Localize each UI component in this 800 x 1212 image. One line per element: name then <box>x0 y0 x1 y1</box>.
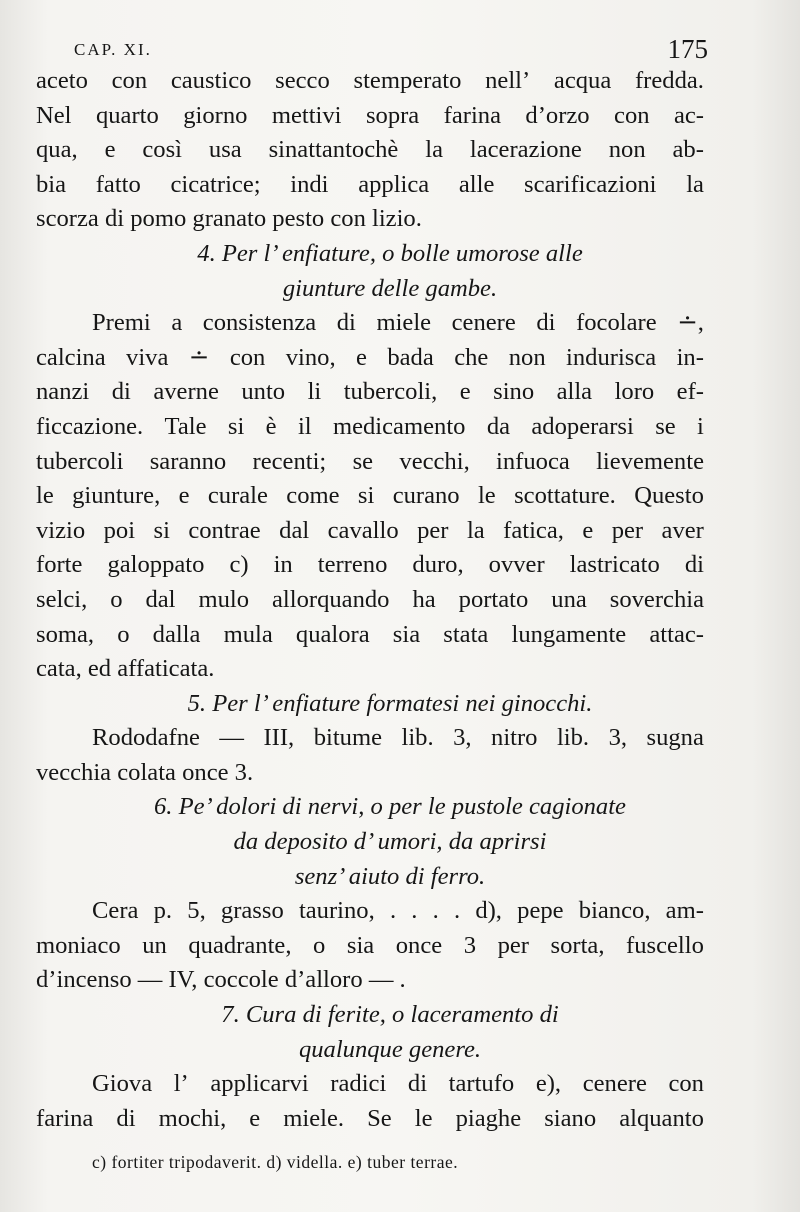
text-line: Cera p. 5, grasso taurino, . . . . d), pepe bianco, am- <box>92 897 704 925</box>
text-line: qua, e così usa sinattantochè la lacerazione non ab- <box>36 136 704 164</box>
text-line: ficcazione. Tale si è il medicamento da adoperarsi se i <box>36 412 704 440</box>
text-line: le giunture, e curale come si curano le scottature. Questo <box>36 482 704 510</box>
running-head <box>74 34 708 62</box>
section-heading-line: 5. Per l’ enfiature formatesi nei ginocchi. <box>187 689 593 717</box>
text-line: vecchia colata once 3. <box>36 758 254 786</box>
text-line: Nel quarto giorno mettivi sopra farina d’orzo con ac- <box>36 101 704 129</box>
section-heading-line: 7. Cura di ferite, o laceramento di <box>221 1001 559 1029</box>
text-line: selci, o dal mulo allorquando ha portato una soverchia <box>36 585 704 613</box>
text-line: vizio poi si contrae dal cavallo per la fatica, e per aver <box>36 516 704 544</box>
section-heading-line: 4. Per l’ enfiature, o bolle umorose alle <box>197 239 583 267</box>
page-number: 175 <box>667 34 708 64</box>
text-line: cata, ed affaticata. <box>36 655 215 683</box>
section-heading-line: giunture delle gambe. <box>282 274 498 302</box>
text-line: Giova l’ applicarvi radici di tartufo e), cenere con <box>92 1070 704 1098</box>
text-line: scorza di pomo granato pesto con lizio. <box>36 205 422 233</box>
text-line: moniaco un quadrante, o sia once 3 per sorta, fuscello <box>36 931 704 959</box>
page-body <box>36 64 704 1136</box>
section-heading-line: qualunque genere. <box>298 1035 482 1063</box>
text-line: d’incenso — IV, coccole d’alloro — . <box>36 966 406 994</box>
text-line: Rododafne — III, bitume lib. 3, nitro lib. 3, sugna <box>92 724 704 752</box>
section-heading-line: da deposito d’ umori, da aprirsi <box>233 828 547 856</box>
chapter-heading: CAP. XI. <box>74 40 152 59</box>
text-line: bia fatto cicatrice; indi applica alle scarificazioni la <box>36 170 704 198</box>
section-heading-line: senz’ aiuto di ferro. <box>294 862 486 890</box>
text-line: nanzi di averne unto li tubercoli, e sino alla loro ef- <box>36 378 704 406</box>
text-line: aceto con caustico secco stemperato nell’ acqua fredda. <box>36 67 704 94</box>
section-heading-line: 6. Pe’ dolori di nervi, o per le pustole cagionate <box>154 793 626 821</box>
text-line: soma, o dalla mula qualora sia stata lungamente attac- <box>36 620 704 648</box>
text-line: farina di mochi, e miele. Se le piaghe siano alquanto <box>36 1104 704 1132</box>
text-line: tubercoli saranno recenti; se vecchi, infuoca lievemente <box>36 447 704 475</box>
text-line: Premi a consistenza di miele cenere di focolare ∸, <box>92 309 704 337</box>
text-line: forte galoppato c) in terreno duro, ovver lastricato di <box>36 551 704 579</box>
text-line: calcina viva ∸ con vino, e bada che non indurisca in- <box>36 343 704 371</box>
footnotes: c) fortiter tripodaverit. d) vidella. e) tuber terrae. <box>92 1152 459 1172</box>
